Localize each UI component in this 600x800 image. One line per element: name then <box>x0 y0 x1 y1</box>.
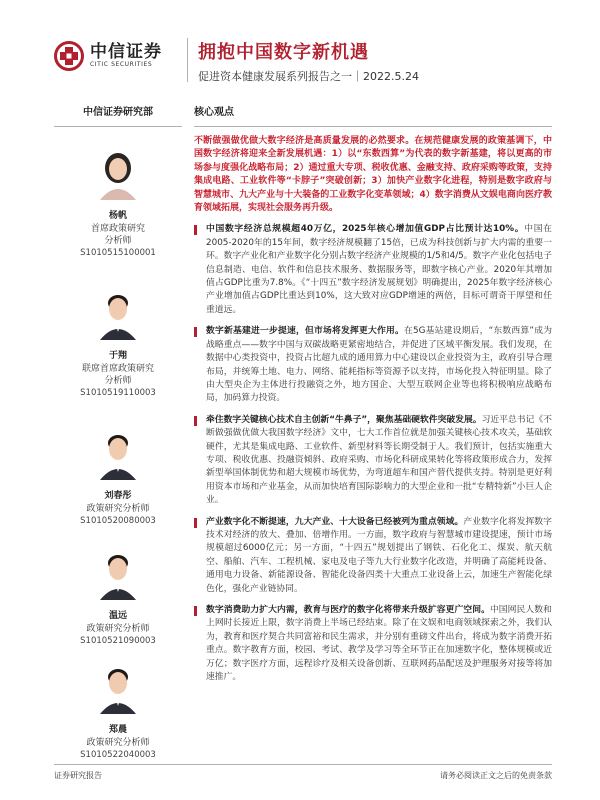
core-views-heading: 核心观点 <box>194 107 234 118</box>
section-lead: 产业数字化不断提速，九大产业、十大设备已经被列为重点领域。 <box>206 516 464 527</box>
analyst-avatar-male-icon <box>96 662 140 714</box>
analyst-column <box>54 104 182 127</box>
core-heading-rule <box>194 126 552 127</box>
view-section <box>194 223 552 317</box>
analyst-name: 杨帆 <box>108 211 127 221</box>
analyst-id: S1010522040003 <box>80 750 156 760</box>
analyst-card <box>54 548 182 648</box>
section-paragraph <box>206 516 552 596</box>
analyst-name: 刘春彤 <box>104 491 132 501</box>
section-body: 习近平总书记《不断做强做优做大我国数字经济》文中，七大工作首位就是加强关键核心技术攻关，基础软硬件，尤其是集成电路、工业软件、新型材料等长期受制于人。我们预计，包括实施重大专项、税收优惠、投融资倾斜、政府采购、市场化科研成果转化等将政策形成合力，发挥新型举国体制优势和超大规模市场优势，为弯道超车和国产替代提供支持。特别是更好利用资本市场和产业基金，从而加快培育国际影响力的大型企业和一批“专精特新”小巨人企业。 <box>206 414 552 506</box>
analyst-name: 于翔 <box>108 351 127 361</box>
left-heading-rule <box>54 126 182 127</box>
analyst-avatar-male-icon <box>96 548 140 600</box>
section-lead: 牵住数字关键核心技术自主创新“牛鼻子”，聚焦基础硬软件突破发展。 <box>206 414 482 425</box>
analyst-id: S1010520080003 <box>80 516 156 526</box>
view-section <box>194 325 552 405</box>
analyst-role: 政策研究分析师 <box>86 738 150 748</box>
section-paragraph <box>206 223 552 317</box>
section-marker-icon <box>194 518 197 528</box>
section-paragraph <box>206 414 552 508</box>
core-summary: 不断做强做优做大数字经济是高质量发展的必然要求。在规范健康发展的政策基调下，中国数字经济将迎来全新发展机遇：1）以“东数西算”为代表的数字新基建，将以更高的市场参与度强化战略布局；2）通过重大专项、税收优惠、金融支持、政府采购等政策，支持集成电路、工业软件等“卡脖子”突破创新；3）加快产业数字化进程，特别是数字政府与智慧城市、九大产业与十大装备的工业数字化变革领域；4）数字消费从文娱电商向医疗教育领域拓展，实现社会服务再升级。 <box>194 136 552 214</box>
analyst-avatar-female-icon <box>96 148 140 200</box>
citic-logo-mark-icon <box>54 41 84 71</box>
logo-text-cn: 中信证券 <box>90 42 162 62</box>
footer-disclaimer: 请务必阅读正文之后的免责条款 <box>440 771 552 780</box>
analyst-avatar-male-icon <box>96 428 140 480</box>
view-section <box>194 516 552 596</box>
analyst-card <box>54 662 182 762</box>
footer-rule <box>54 764 552 765</box>
analyst-card <box>54 428 182 528</box>
header-divider <box>187 38 188 82</box>
section-marker-icon <box>194 416 197 426</box>
analyst-role: 分析师 <box>104 236 132 246</box>
section-paragraph <box>206 325 552 405</box>
analyst-id: S1010515100001 <box>80 248 156 258</box>
section-marker-icon <box>194 327 197 337</box>
citic-logo <box>54 38 194 74</box>
research-dept-heading: 中信证券研究部 <box>83 107 153 118</box>
section-body: 产业数字化将发挥数字技术对经济的放大、叠加、倍增作用。一方面，数字政府与智慧城市建设提速，预计市场规模超过6000亿元；另一方面，“十四五”规划提出了钢铁、石化化工、煤炭、航天航空、船舶、汽车、工程机械、家电及电子等九大行业数字化改造，并明确了高能耗设备、通用电力设备、新能源设备、智能化设备四类十大重点工业设备上云，加速生产智能化绿色化，强化产业链协同。 <box>206 516 552 594</box>
section-body: 在5G基站建设期后，“东数西算”成为战略重点——数字中国与双碳战略更紧密地结合，并促进了区域平衡发展。我们发现，在数据中心类投资中，投资占比超九成的通用算力中心建设以企业投资为主，政府引导合理布局，并统筹土地、电力、网络、能耗指标等资源予以支持，市场化投入特征明显。除了由大型央企为主体进行投融资之外，地方国企、大型互联网企业等也将积极响应战略布局，加码算力投资。 <box>206 326 552 404</box>
analyst-id: S1010519110003 <box>80 388 156 398</box>
logo-text-en: CITIC SECURITIES <box>90 61 153 68</box>
analyst-role: 政策研究分析师 <box>86 504 150 514</box>
analyst-card <box>54 148 182 260</box>
section-lead: 数字消费助力扩大内需，教育与医疗的数字化将带来升级扩容更广空间。 <box>206 605 490 615</box>
view-section <box>194 414 552 508</box>
section-lead: 数字新基建进一步提速，但市场将发挥更大作用。 <box>206 326 405 337</box>
report-header <box>0 0 600 100</box>
analyst-card <box>54 288 182 400</box>
report-title: 拥抱中国数字新机遇 <box>198 42 369 63</box>
section-body: 中国网民人数和上网时长接近上限，数字消费上半场已经结束。除了在文娱和电商领域探索之外，我们认为，教育和医疗契合共同富裕和民生需求，并分别有重磅文件出台，将成为数字消费开拓重点。数字教育方面，校园、考试、教学及学习等全环节正在加速数字化，整体规模或近万亿；数字医疗方面，远程诊疗及相关设备创新、互联网药品配送及护理服务对接等将加速推广。 <box>206 605 552 683</box>
core-views-column <box>194 104 552 684</box>
analyst-role: 分析师 <box>104 376 132 386</box>
view-section <box>194 604 552 684</box>
report-subtitle: 促进资本健康发展系列报告之一｜2022.5.24 <box>198 70 419 83</box>
footer-report-type: 证券研究报告 <box>54 771 102 780</box>
section-lead: 中国数字经济总规模超40万亿，2025年核心增加值GDP占比预计达10%。 <box>206 224 525 235</box>
section-marker-icon <box>194 225 197 235</box>
analyst-role: 联席首席政策研究 <box>81 364 154 374</box>
analyst-id: S1010521090003 <box>80 636 156 646</box>
analyst-role: 政策研究分析师 <box>86 624 150 634</box>
section-marker-icon <box>194 606 197 616</box>
analyst-name: 郑晨 <box>108 725 127 735</box>
analyst-name: 温远 <box>108 611 127 621</box>
analyst-avatar-male-icon <box>96 288 140 340</box>
analyst-role: 首席政策研究 <box>90 224 145 234</box>
section-paragraph <box>206 604 552 684</box>
section-body: 中国在2005-2020年的15年间，数字经济规模翻了15倍，已成为科技创新与扩大内需的重要一环。数字产业化和产业数字化分别占数字经济产业规模的1/5和4/5。数字产业化包括电子信息制造、电信、软件和信息技术服务、数据服务等，即数字核心产业。2020年其增加值占GDP比重为7.8%。《“十四五”数字经济发展规划》明确提出，2025年数字经济核心产业增加值占GDP比重达到10%，这大致对应GDP增速的两倍，目标可谓奇干厚望和任重道远。 <box>206 224 552 315</box>
